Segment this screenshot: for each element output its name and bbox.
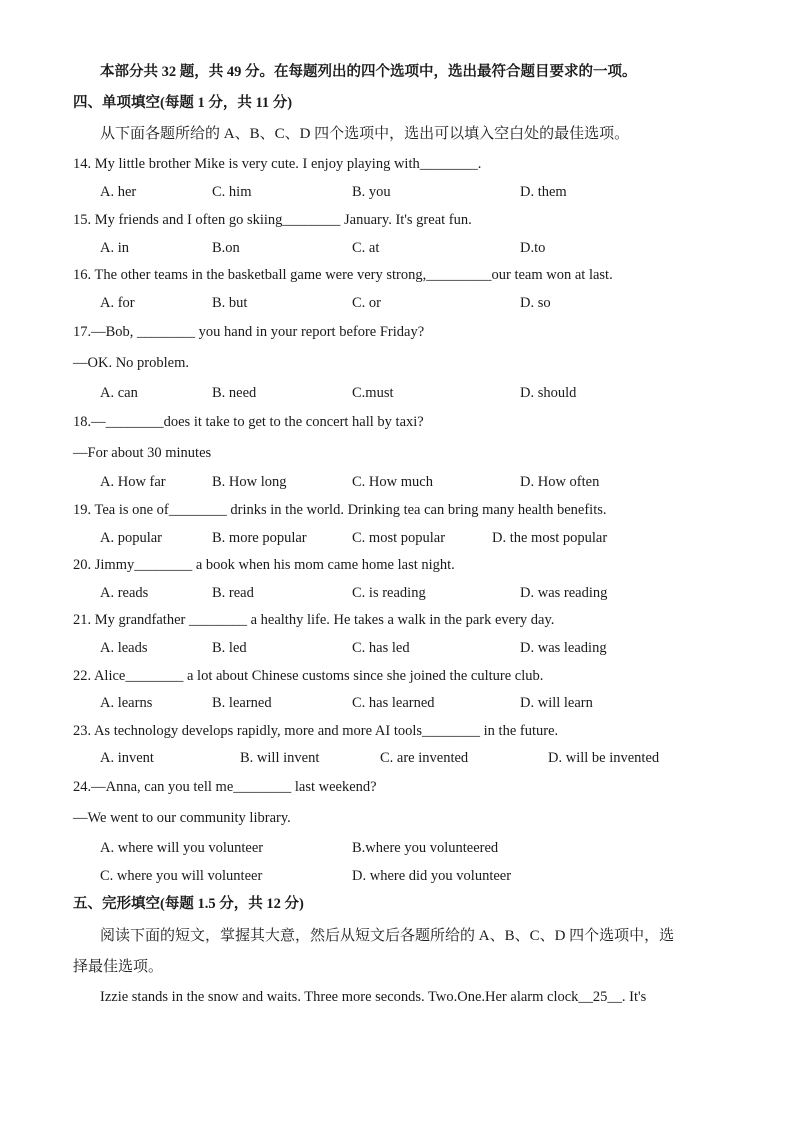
question-17-stem: 17.—Bob, ________ you hand in your report before Friday? [73,324,425,340]
option: D. so [520,295,551,311]
option: A. in [100,240,129,256]
option: C. at [352,240,380,256]
question-24-reply: —We went to our community library. [73,810,291,826]
option: A. reads [100,585,149,601]
option: C. has learned [352,695,435,711]
option: D.to [520,240,546,256]
question-21-stem: 21. My grandfather ________ a healthy life. He takes a walk in the park every day. [73,612,555,628]
option: A. where will you volunteer [100,840,264,856]
option: B. need [212,385,257,401]
option: A. How far [100,474,166,490]
option: D. them [520,184,567,200]
option: C. is reading [352,585,426,601]
option: C.must [352,385,394,401]
option: A. leads [100,640,148,656]
option: A. her [100,184,137,200]
question-16-stem: 16. The other teams in the basketball game were very strong,_________our team won at last. [73,267,613,283]
passage-text: Izzie stands in the snow and waits. Three more seconds. Two.One.Her alarm clock__25__. It's [100,989,647,1005]
option: B.where you volunteered [352,840,499,856]
option: B.on [212,240,240,256]
option: A. learns [100,695,153,711]
option: B. learned [212,695,272,711]
option: C. where you will volunteer [100,868,263,884]
option: C. How much [352,474,433,490]
question-14-stem: 14. My little brother Mike is very cute. I enjoy playing with________. [73,156,482,172]
option: C. are invented [380,750,469,766]
question-18-stem: 18.—________does it take to get to the concert hall by taxi? [73,414,424,430]
option: B. but [212,295,248,311]
question-20-stem: 20. Jimmy________ a book when his mom came home last night. [73,557,455,573]
option: D. where did you volunteer [352,868,512,884]
option: B. will invent [240,750,320,766]
option: D. will be invented [548,750,660,766]
question-19-stem: 19. Tea is one of________ drinks in the world. Drinking tea can bring many health benefits. [73,502,607,518]
section5-instruction-2: 择最佳选项。 [73,959,164,975]
option: D. How often [520,474,600,490]
section4-instruction: 从下面各题所给的 A、B、C、D 四个选项中，选出可以填入空白处的最佳选项。 [100,126,630,142]
option: C. most popular [352,530,446,546]
option: A. for [100,295,135,311]
option: C. or [352,295,381,311]
option: D. should [520,385,577,401]
question-18-reply: —For about 30 minutes [73,445,212,461]
question-23-stem: 23. As technology develops rapidly, more and more AI tools________ in the future. [73,723,559,739]
option: B. read [212,585,254,601]
question-22-stem: 22. Alice________ a lot about Chinese customs since she joined the culture club. [73,668,544,684]
section5-title: 五、完形填空(每题 1.5 分，共 12 分) [73,896,304,912]
option: A. popular [100,530,163,546]
section5-instruction-1: 阅读下面的短文，掌握其大意，然后从短文后各题所给的 A、B、C、D 四个选项中，选 [100,928,675,944]
option: D. was reading [520,585,608,601]
question-17-reply: —OK. No problem. [73,355,189,371]
option: D. will learn [520,695,593,711]
option: C. him [212,184,252,200]
question-15-stem: 15. My friends and I often go skiing________ January. It's great fun. [73,212,472,228]
option: B. How long [212,474,287,490]
question-24-stem: 24.—Anna, can you tell me________ last weekend? [73,779,377,795]
section4-title: 四、单项填空(每题 1 分，共 11 分) [73,95,293,111]
option: D. was leading [520,640,607,656]
intro-text: 本部分共 32 题，共 49 分。在每题列出的四个选项中，选出最符合题目要求的一项。 [100,64,637,80]
option: C. has led [352,640,410,656]
option: A. can [100,385,138,401]
option: B. led [212,640,247,656]
option: B. you [352,184,391,200]
option: A. invent [100,750,154,766]
option: D. the most popular [492,530,608,546]
option: B. more popular [212,530,307,546]
